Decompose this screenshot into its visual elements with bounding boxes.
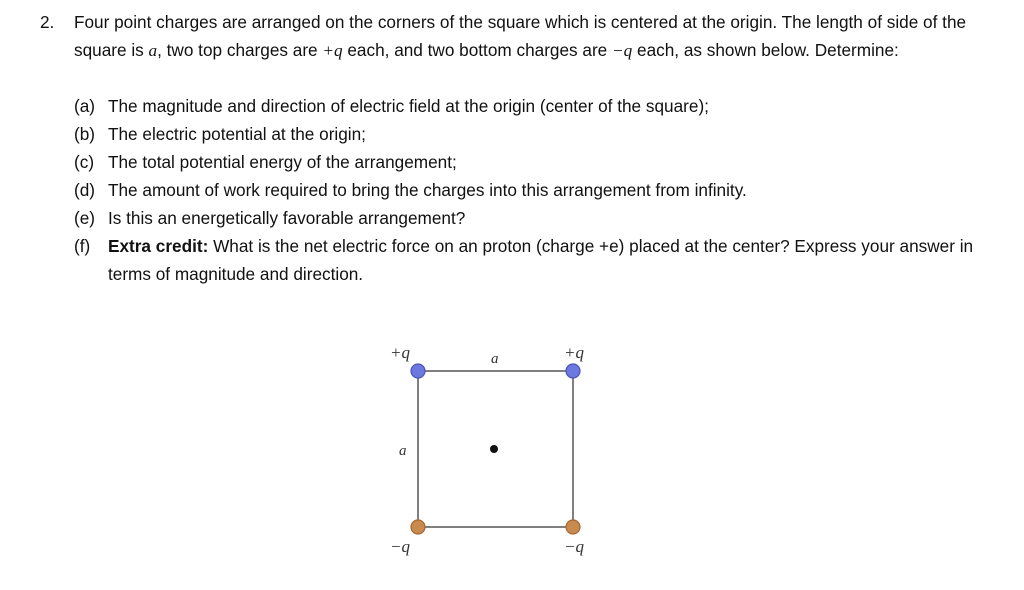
part-b (74, 120, 974, 148)
part-label: (c) (74, 152, 95, 172)
bottom-left-charge-label: −q (390, 537, 410, 556)
positive-charge-symbol: +q (322, 41, 343, 60)
part-f (74, 232, 974, 288)
bottom-left-negative-charge (411, 520, 425, 534)
part-c (74, 148, 974, 176)
bottom-right-negative-charge (566, 520, 580, 534)
intro-text-3: each, and two bottom charges are (342, 40, 613, 60)
part-label: (d) (74, 180, 96, 200)
center-point (490, 445, 498, 453)
part-label: (f) (74, 236, 91, 256)
extra-credit-label: Extra credit: (108, 236, 209, 256)
part-a (74, 92, 974, 120)
diagram-svg (370, 330, 630, 570)
top-side-length-label: a (491, 351, 499, 367)
problem-intro (74, 8, 994, 65)
part-e (74, 204, 974, 232)
charge-square-diagram (370, 330, 630, 570)
part-d (74, 176, 974, 204)
intro-text-1: Four point charges are arranged on the corners of the square which is centered at the origin. The length of side of the square is (74, 12, 967, 60)
intro-text-4: each, as shown below. Determine: (632, 40, 899, 60)
bottom-right-charge-label: −q (564, 537, 584, 556)
top-left-charge-label: +q (390, 343, 410, 362)
left-side-length-label: a (399, 443, 407, 459)
part-text: The total potential energy of the arrangement; (108, 152, 457, 172)
top-left-positive-charge (411, 364, 425, 378)
part-text: What is the net electric force on an proton (charge +e) placed at the center? Express your answer in terms of magnitude and direction. (108, 236, 974, 284)
top-right-charge-label: +q (564, 343, 584, 362)
part-text: The amount of work required to bring the charges into this arrangement from infinity. (108, 180, 747, 200)
intro-text-2: , two top charges are (157, 40, 323, 60)
part-text: The magnitude and direction of electric field at the origin (center of the square); (108, 96, 709, 116)
part-text: The electric potential at the origin; (108, 124, 366, 144)
part-label: (e) (74, 208, 96, 228)
part-label: (a) (74, 96, 96, 116)
top-right-positive-charge (566, 364, 580, 378)
problem-number: 2. (40, 12, 55, 32)
part-text: Is this an energetically favorable arrangement? (108, 208, 466, 228)
question-parts (74, 92, 974, 288)
part-label: (b) (74, 124, 96, 144)
side-symbol: a (148, 41, 158, 60)
negative-charge-symbol: −q (612, 41, 633, 60)
